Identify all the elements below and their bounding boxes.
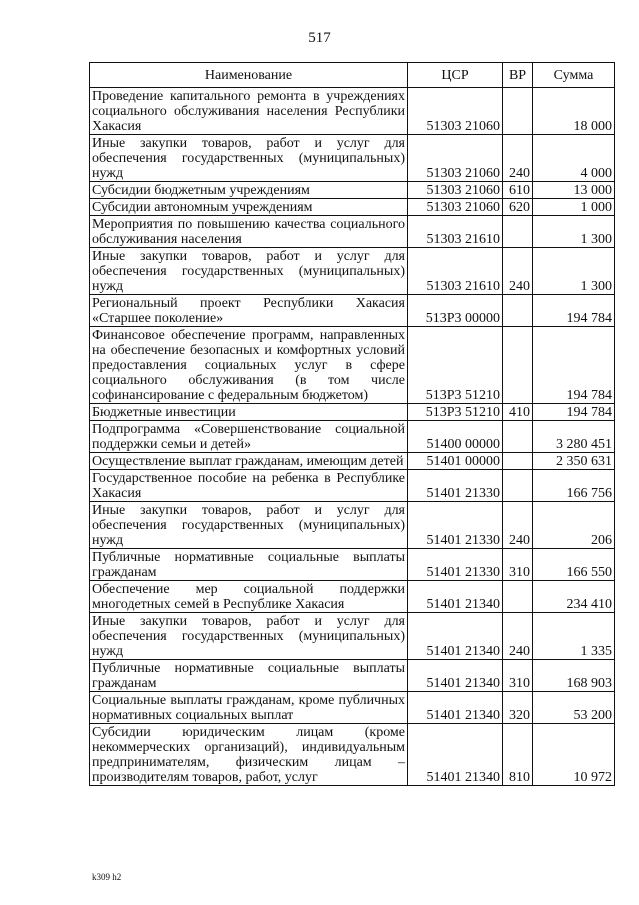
row-csr: 51303 21060 bbox=[408, 199, 503, 216]
row-csr: 51303 21610 bbox=[408, 216, 503, 248]
footer-code: k309 h2 bbox=[92, 872, 122, 882]
row-sum: 234 410 bbox=[533, 581, 615, 613]
table-row bbox=[90, 216, 615, 248]
row-sum: 1 300 bbox=[533, 248, 615, 295]
table-row bbox=[90, 581, 615, 613]
row-vr: 240 bbox=[503, 135, 533, 182]
row-csr: 51303 21610 bbox=[408, 248, 503, 295]
row-name: Подпрограмма «Совершенствование социальной поддержки семьи и детей» bbox=[90, 421, 408, 453]
table-row bbox=[90, 182, 615, 199]
row-csr: 51401 21330 bbox=[408, 470, 503, 502]
row-vr bbox=[503, 88, 533, 135]
row-vr bbox=[503, 216, 533, 248]
row-sum: 18 000 bbox=[533, 88, 615, 135]
row-sum: 1 335 bbox=[533, 613, 615, 660]
row-sum: 1 300 bbox=[533, 216, 615, 248]
table-row bbox=[90, 660, 615, 692]
row-name: Публичные нормативные социальные выплаты гражданам bbox=[90, 660, 408, 692]
row-name: Иные закупки товаров, работ и услуг для обеспечения государственных (муниципальных) нужд bbox=[90, 502, 408, 549]
row-sum: 206 bbox=[533, 502, 615, 549]
row-sum: 1 000 bbox=[533, 199, 615, 216]
row-sum: 10 972 bbox=[533, 724, 615, 786]
row-vr bbox=[503, 581, 533, 613]
table-row bbox=[90, 404, 615, 421]
row-name: Субсидии юридическим лицам (кроме некоммерческих организаций), индивидуальным предпринимателям, физическим лицам – производителям товаров, работ, услуг bbox=[90, 724, 408, 786]
row-name: Обеспечение мер социальной поддержки многодетных семей в Республике Хакасия bbox=[90, 581, 408, 613]
row-vr: 620 bbox=[503, 199, 533, 216]
row-name: Субсидии бюджетным учреждениям bbox=[90, 182, 408, 199]
budget-table bbox=[89, 62, 615, 786]
row-sum: 2 350 631 bbox=[533, 453, 615, 470]
table-row bbox=[90, 453, 615, 470]
table-row bbox=[90, 295, 615, 327]
table-row bbox=[90, 327, 615, 404]
table-row bbox=[90, 502, 615, 549]
table-row bbox=[90, 88, 615, 135]
row-name: Социальные выплаты гражданам, кроме публичных нормативных социальных выплат bbox=[90, 692, 408, 724]
table-row bbox=[90, 613, 615, 660]
row-sum: 166 550 bbox=[533, 549, 615, 581]
row-csr: 51303 21060 bbox=[408, 135, 503, 182]
table-row bbox=[90, 248, 615, 295]
row-csr: 51401 21340 bbox=[408, 613, 503, 660]
row-name: Субсидии автономным учреждениям bbox=[90, 199, 408, 216]
row-sum: 194 784 bbox=[533, 327, 615, 404]
row-vr bbox=[503, 453, 533, 470]
table-row bbox=[90, 549, 615, 581]
row-name: Региональный проект Республики Хакасия «Старшее поколение» bbox=[90, 295, 408, 327]
row-csr: 51400 00000 bbox=[408, 421, 503, 453]
table-row bbox=[90, 692, 615, 724]
row-csr: 51401 00000 bbox=[408, 453, 503, 470]
row-csr: 51401 21330 bbox=[408, 502, 503, 549]
row-csr: 51401 21340 bbox=[408, 581, 503, 613]
row-vr bbox=[503, 327, 533, 404]
row-vr: 610 bbox=[503, 182, 533, 199]
row-vr: 240 bbox=[503, 248, 533, 295]
row-vr: 410 bbox=[503, 404, 533, 421]
row-sum: 53 200 bbox=[533, 692, 615, 724]
row-sum: 13 000 bbox=[533, 182, 615, 199]
row-csr: 513P3 51210 bbox=[408, 327, 503, 404]
row-sum: 194 784 bbox=[533, 295, 615, 327]
row-sum: 166 756 bbox=[533, 470, 615, 502]
page-number: 517 bbox=[308, 30, 331, 46]
row-sum: 3 280 451 bbox=[533, 421, 615, 453]
table-row bbox=[90, 135, 615, 182]
row-name: Государственное пособие на ребенка в Республике Хакасия bbox=[90, 470, 408, 502]
row-csr: 51303 21060 bbox=[408, 88, 503, 135]
row-vr: 310 bbox=[503, 549, 533, 581]
row-sum: 194 784 bbox=[533, 404, 615, 421]
row-csr: 51303 21060 bbox=[408, 182, 503, 199]
row-vr bbox=[503, 295, 533, 327]
row-csr: 51401 21340 bbox=[408, 660, 503, 692]
row-name: Финансовое обеспечение программ, направленных на обеспечение безопасных и комфортных условий предоставления социальных услуг в сфере социального обслуживания (в том числе софинансирование с федеральным бюджетом) bbox=[90, 327, 408, 404]
table-row bbox=[90, 724, 615, 786]
row-name: Проведение капитального ремонта в учреждениях социального обслуживания населения Республики Хакасия bbox=[90, 88, 408, 135]
table-row bbox=[90, 199, 615, 216]
table-header-row bbox=[90, 63, 615, 88]
row-vr: 240 bbox=[503, 613, 533, 660]
row-vr: 240 bbox=[503, 502, 533, 549]
table-row bbox=[90, 421, 615, 453]
header-csr: ЦСР bbox=[408, 63, 503, 88]
row-sum: 168 903 bbox=[533, 660, 615, 692]
row-name: Иные закупки товаров, работ и услуг для обеспечения государственных (муниципальных) нужд bbox=[90, 135, 408, 182]
row-vr: 810 bbox=[503, 724, 533, 786]
table-row bbox=[90, 470, 615, 502]
row-vr: 320 bbox=[503, 692, 533, 724]
header-vr: ВР bbox=[503, 63, 533, 88]
row-vr bbox=[503, 421, 533, 453]
row-name: Публичные нормативные социальные выплаты гражданам bbox=[90, 549, 408, 581]
row-name: Мероприятия по повышению качества социального обслуживания населения bbox=[90, 216, 408, 248]
row-csr: 51401 21340 bbox=[408, 692, 503, 724]
row-csr: 51401 21330 bbox=[408, 549, 503, 581]
row-csr: 513P3 51210 bbox=[408, 404, 503, 421]
row-csr: 51401 21340 bbox=[408, 724, 503, 786]
header-sum: Сумма bbox=[533, 63, 615, 88]
row-vr: 310 bbox=[503, 660, 533, 692]
row-name: Иные закупки товаров, работ и услуг для обеспечения государственных (муниципальных) нужд bbox=[90, 613, 408, 660]
row-name: Осуществление выплат гражданам, имеющим детей bbox=[90, 453, 408, 470]
row-name: Бюджетные инвестиции bbox=[90, 404, 408, 421]
header-name: Наименование bbox=[90, 63, 408, 88]
row-sum: 4 000 bbox=[533, 135, 615, 182]
row-csr: 513P3 00000 bbox=[408, 295, 503, 327]
row-vr bbox=[503, 470, 533, 502]
row-name: Иные закупки товаров, работ и услуг для обеспечения государственных (муниципальных) нужд bbox=[90, 248, 408, 295]
